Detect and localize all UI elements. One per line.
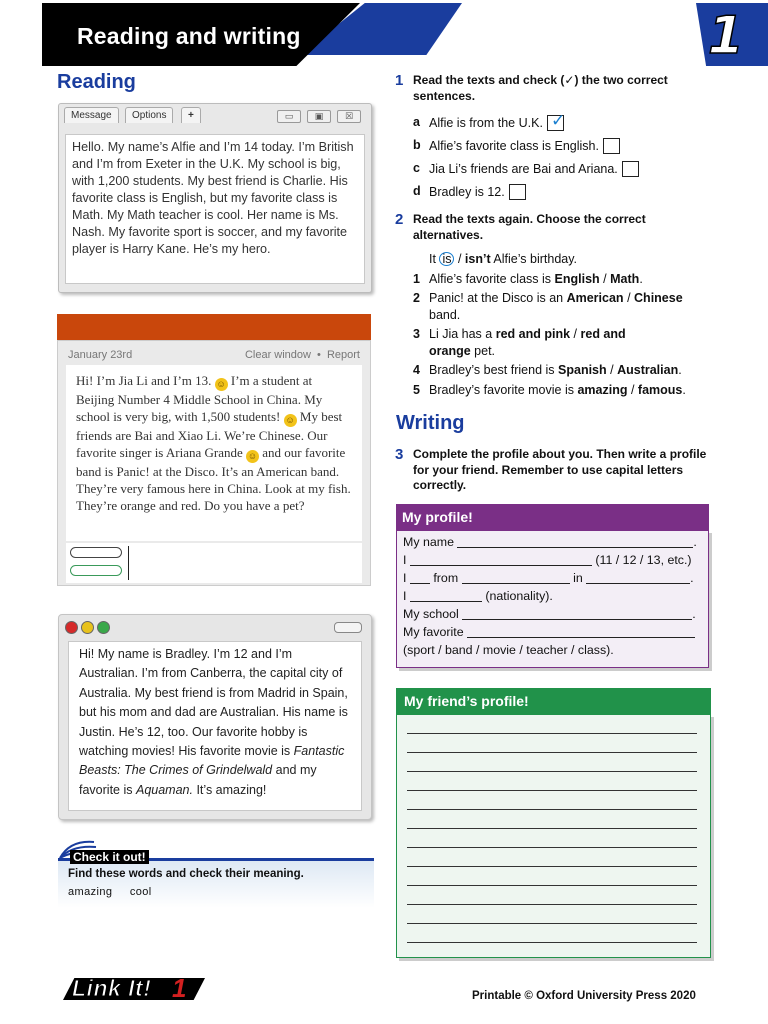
writing-line[interactable] <box>407 904 697 905</box>
item-label: c <box>413 161 420 175</box>
profile-line-nationality <box>403 589 553 603</box>
copyright: Printable © Oxford University Press 2020 <box>472 990 696 1002</box>
check-it-out-question: Find these words and check their meaning. <box>68 868 304 880</box>
exercise-1-instruction: Read the texts and check (✓) the two correct sentences. <box>413 73 668 103</box>
chat-window-titlebar <box>57 314 371 340</box>
message-text-part: Hi! My name is Bradley. I’m 12 and I’m Australian. I’m from Canberra, the capital city of Australia. My best friend is from Madrid in Spain, but his mom and dad are Australian. His name is Justin. He’s 12, too. Our favorite hobby is watching movies! His favorite movie is <box>79 647 348 759</box>
tab-message[interactable]: Message <box>64 107 119 123</box>
smiley-icon: ☺ <box>216 379 226 389</box>
writing-line[interactable] <box>407 771 697 772</box>
item-label: 3 <box>413 327 420 341</box>
logo: Link It! <box>72 975 152 1001</box>
item-text: Jia Li’s friends are Bai and Ariana. <box>429 162 618 176</box>
chat-text-part: My best friends are Bai and Xiao Li. We’re Chinese. Our favorite singer is Ariana Grande <box>76 409 343 460</box>
item-label: 4 <box>413 363 420 377</box>
option[interactable]: red and orange <box>429 327 626 358</box>
age-blank[interactable] <box>410 554 592 566</box>
check-mark-icon: ✓ <box>550 111 566 130</box>
unit-number: 1 <box>707 6 745 66</box>
resize-icon[interactable] <box>334 622 362 633</box>
checkbox[interactable] <box>509 184 526 200</box>
close-dot-icon[interactable] <box>65 621 78 634</box>
item-text: band. <box>429 307 461 322</box>
chat-window-jia-li <box>57 340 371 586</box>
option[interactable]: famous <box>637 383 683 397</box>
checkbox[interactable] <box>622 161 639 177</box>
option[interactable]: Math <box>610 272 640 286</box>
name-blank[interactable] <box>457 536 693 548</box>
word: cool <box>129 886 152 898</box>
field-label: My favorite <box>403 625 464 639</box>
item-text: Bradley’s favorite movie is <box>429 383 574 397</box>
field-label: My name <box>403 535 454 549</box>
writing-line[interactable] <box>407 847 697 848</box>
tab-options[interactable]: Options <box>125 107 173 123</box>
field-hint: (nationality). <box>485 589 553 603</box>
exercise-2-example <box>429 251 577 268</box>
field-label: I <box>403 571 407 585</box>
message-text-part: It’s amazing! <box>196 782 267 797</box>
report-link[interactable]: Report <box>326 349 360 361</box>
exercise-3-instruction: Complete the profile about you. Then write a profile for your friend. Remember to use capital letters correctly. <box>413 447 707 492</box>
tab-add[interactable]: + <box>181 107 201 123</box>
slash: / <box>457 252 462 266</box>
verb-blank[interactable] <box>410 572 430 584</box>
example-text: Alfie’s birthday. <box>493 252 578 266</box>
maximize-icon[interactable]: ▣ <box>307 110 331 123</box>
logo-number: 1 <box>172 973 187 1003</box>
slash: / <box>573 327 578 341</box>
separator: • <box>317 349 321 361</box>
item-text: . <box>678 363 682 377</box>
field-hint: (11 / 12 / 13, etc.) <box>595 553 692 567</box>
close-icon[interactable]: ☒ <box>337 110 361 123</box>
maximize-dot-icon[interactable] <box>97 621 110 634</box>
writing-line[interactable] <box>407 790 697 791</box>
writing-line[interactable] <box>407 733 697 734</box>
speech-bubble-icon <box>70 565 122 576</box>
period: . <box>693 535 697 549</box>
field-label: I <box>403 589 407 603</box>
alternative: isn’t <box>464 252 491 266</box>
check-it-out-words <box>68 886 166 898</box>
word: amazing <box>68 886 113 898</box>
check-it-out-tag: Check it out! <box>70 850 149 864</box>
field-label: I <box>403 553 407 567</box>
chat-text-part: and our favorite band is Panic! at the Disco. It’s an American band. They’re very famous here in China. Look at my fish. They’re orange and red. Do you have a pet? <box>76 445 351 513</box>
text-cursor <box>128 546 129 580</box>
option[interactable]: Australian <box>617 363 679 377</box>
option[interactable]: English <box>554 272 600 286</box>
circled-answer: is <box>439 252 454 266</box>
chat-text-part: I’m a student at Beijing Number 4 Middle School in China. My school is very big, with 1,500 students! <box>76 373 323 424</box>
example-text: It <box>429 252 436 266</box>
exercise-2-number: 2 <box>395 211 404 228</box>
item-text: . <box>639 272 643 286</box>
option[interactable]: Spanish <box>558 363 607 377</box>
movie-title: Aquaman. <box>135 782 193 797</box>
writing-line[interactable] <box>407 866 697 867</box>
option[interactable]: American <box>566 291 624 305</box>
friend-profile-form[interactable] <box>396 714 711 958</box>
item-text: Alfie’s favorite class is <box>429 272 552 286</box>
item-text: Li Jia has a <box>429 327 493 341</box>
period: . <box>692 607 696 621</box>
slash: / <box>627 291 631 305</box>
checkbox[interactable] <box>603 138 620 154</box>
option[interactable]: Chinese <box>634 291 683 305</box>
writing-line[interactable] <box>407 923 697 924</box>
chat-date: January 23rd <box>68 349 133 361</box>
exercise-1-number: 1 <box>395 72 404 89</box>
chat-text-part: Hi! I’m Jia Li and I’m 13. <box>76 373 212 388</box>
writing-line[interactable] <box>407 885 697 886</box>
profile-line-school <box>403 607 696 621</box>
smiley-icon: ☺ <box>247 451 258 461</box>
chat-reply-area[interactable] <box>66 543 362 583</box>
minimize-dot-icon[interactable] <box>81 621 94 634</box>
item-text: . <box>682 383 686 397</box>
item-label: 5 <box>413 383 420 397</box>
item-text: Bradley’s best friend is <box>429 363 555 377</box>
profile-line-age <box>403 553 692 567</box>
favorite-blank[interactable] <box>467 626 695 638</box>
item-text: Panic! at the Disco is an <box>429 291 564 305</box>
message-text-bradley <box>68 641 362 811</box>
chat-header <box>68 349 360 361</box>
message-text-alfie: Hello. My name’s Alfie and I’m 14 today. I’m British and I’m from Exeter in the U.K. My school is big, with 1,200 students. My best friend is Charlie. His favorite class is English, but my favorite class is Math. My Math teacher is cool. Her name is Ms. Nash. My favorite sport is soccer, and my favorite player is Harry Kane. He’s my hero. <box>65 134 365 284</box>
period: . <box>690 571 694 585</box>
field-label: from <box>433 571 459 585</box>
writing-heading: Writing <box>396 412 465 434</box>
city-blank[interactable] <box>462 572 570 584</box>
option[interactable]: red and pink <box>495 327 571 341</box>
chat-text-jia-li <box>66 365 362 541</box>
item-text: Alfie’s favorite class is English. <box>429 139 599 153</box>
slash: / <box>630 383 635 397</box>
profile-line-from <box>403 571 694 585</box>
friend-profile-heading: My friend’s profile! <box>396 688 711 714</box>
field-label: My school <box>403 607 459 621</box>
reading-heading: Reading <box>57 71 136 93</box>
item-label: b <box>413 138 421 152</box>
message-text-part: and my favorite is <box>79 763 317 797</box>
my-profile-heading: My profile! <box>396 504 709 530</box>
option[interactable]: amazing <box>577 383 628 397</box>
my-profile-form <box>396 530 709 668</box>
school-blank[interactable] <box>462 608 692 620</box>
exercise-3-number: 3 <box>395 446 404 463</box>
field-label: in <box>573 571 583 585</box>
page-title: Reading and writing <box>77 23 301 49</box>
item-label: 1 <box>413 272 420 286</box>
minimize-icon[interactable]: ▭ <box>277 110 301 123</box>
movie-title: Fantastic Beasts: The Crimes of Grindelwald <box>79 744 345 778</box>
country-blank[interactable] <box>586 572 690 584</box>
message-window-alfie <box>58 103 372 293</box>
writing-line[interactable] <box>407 828 697 829</box>
item-label: 2 <box>413 291 420 305</box>
smiley-icon: ☺ <box>285 415 295 425</box>
speech-bubble-icon <box>70 547 122 558</box>
writing-line[interactable] <box>407 942 697 943</box>
profile-line-options: (sport / band / movie / teacher / class). <box>403 643 614 657</box>
slash: / <box>603 272 607 286</box>
exercise-2-instruction: Read the texts again. Choose the correct alternatives. <box>413 212 646 242</box>
item-text: Alfie is from the U.K. <box>429 116 543 130</box>
clear-window-link[interactable]: Clear window <box>244 349 311 361</box>
checkbox-checked[interactable] <box>547 111 566 131</box>
profile-line-favorite <box>403 625 695 639</box>
item-text: pet. <box>474 343 496 358</box>
writing-line[interactable] <box>407 809 697 810</box>
message-window-bradley <box>58 614 372 820</box>
writing-line[interactable] <box>407 752 697 753</box>
nationality-blank[interactable] <box>410 590 482 602</box>
item-text: Bradley is 12. <box>429 185 505 199</box>
item-label: a <box>413 115 420 129</box>
profile-line-name <box>403 535 697 549</box>
slash: / <box>610 363 614 377</box>
item-label: d <box>413 184 421 198</box>
